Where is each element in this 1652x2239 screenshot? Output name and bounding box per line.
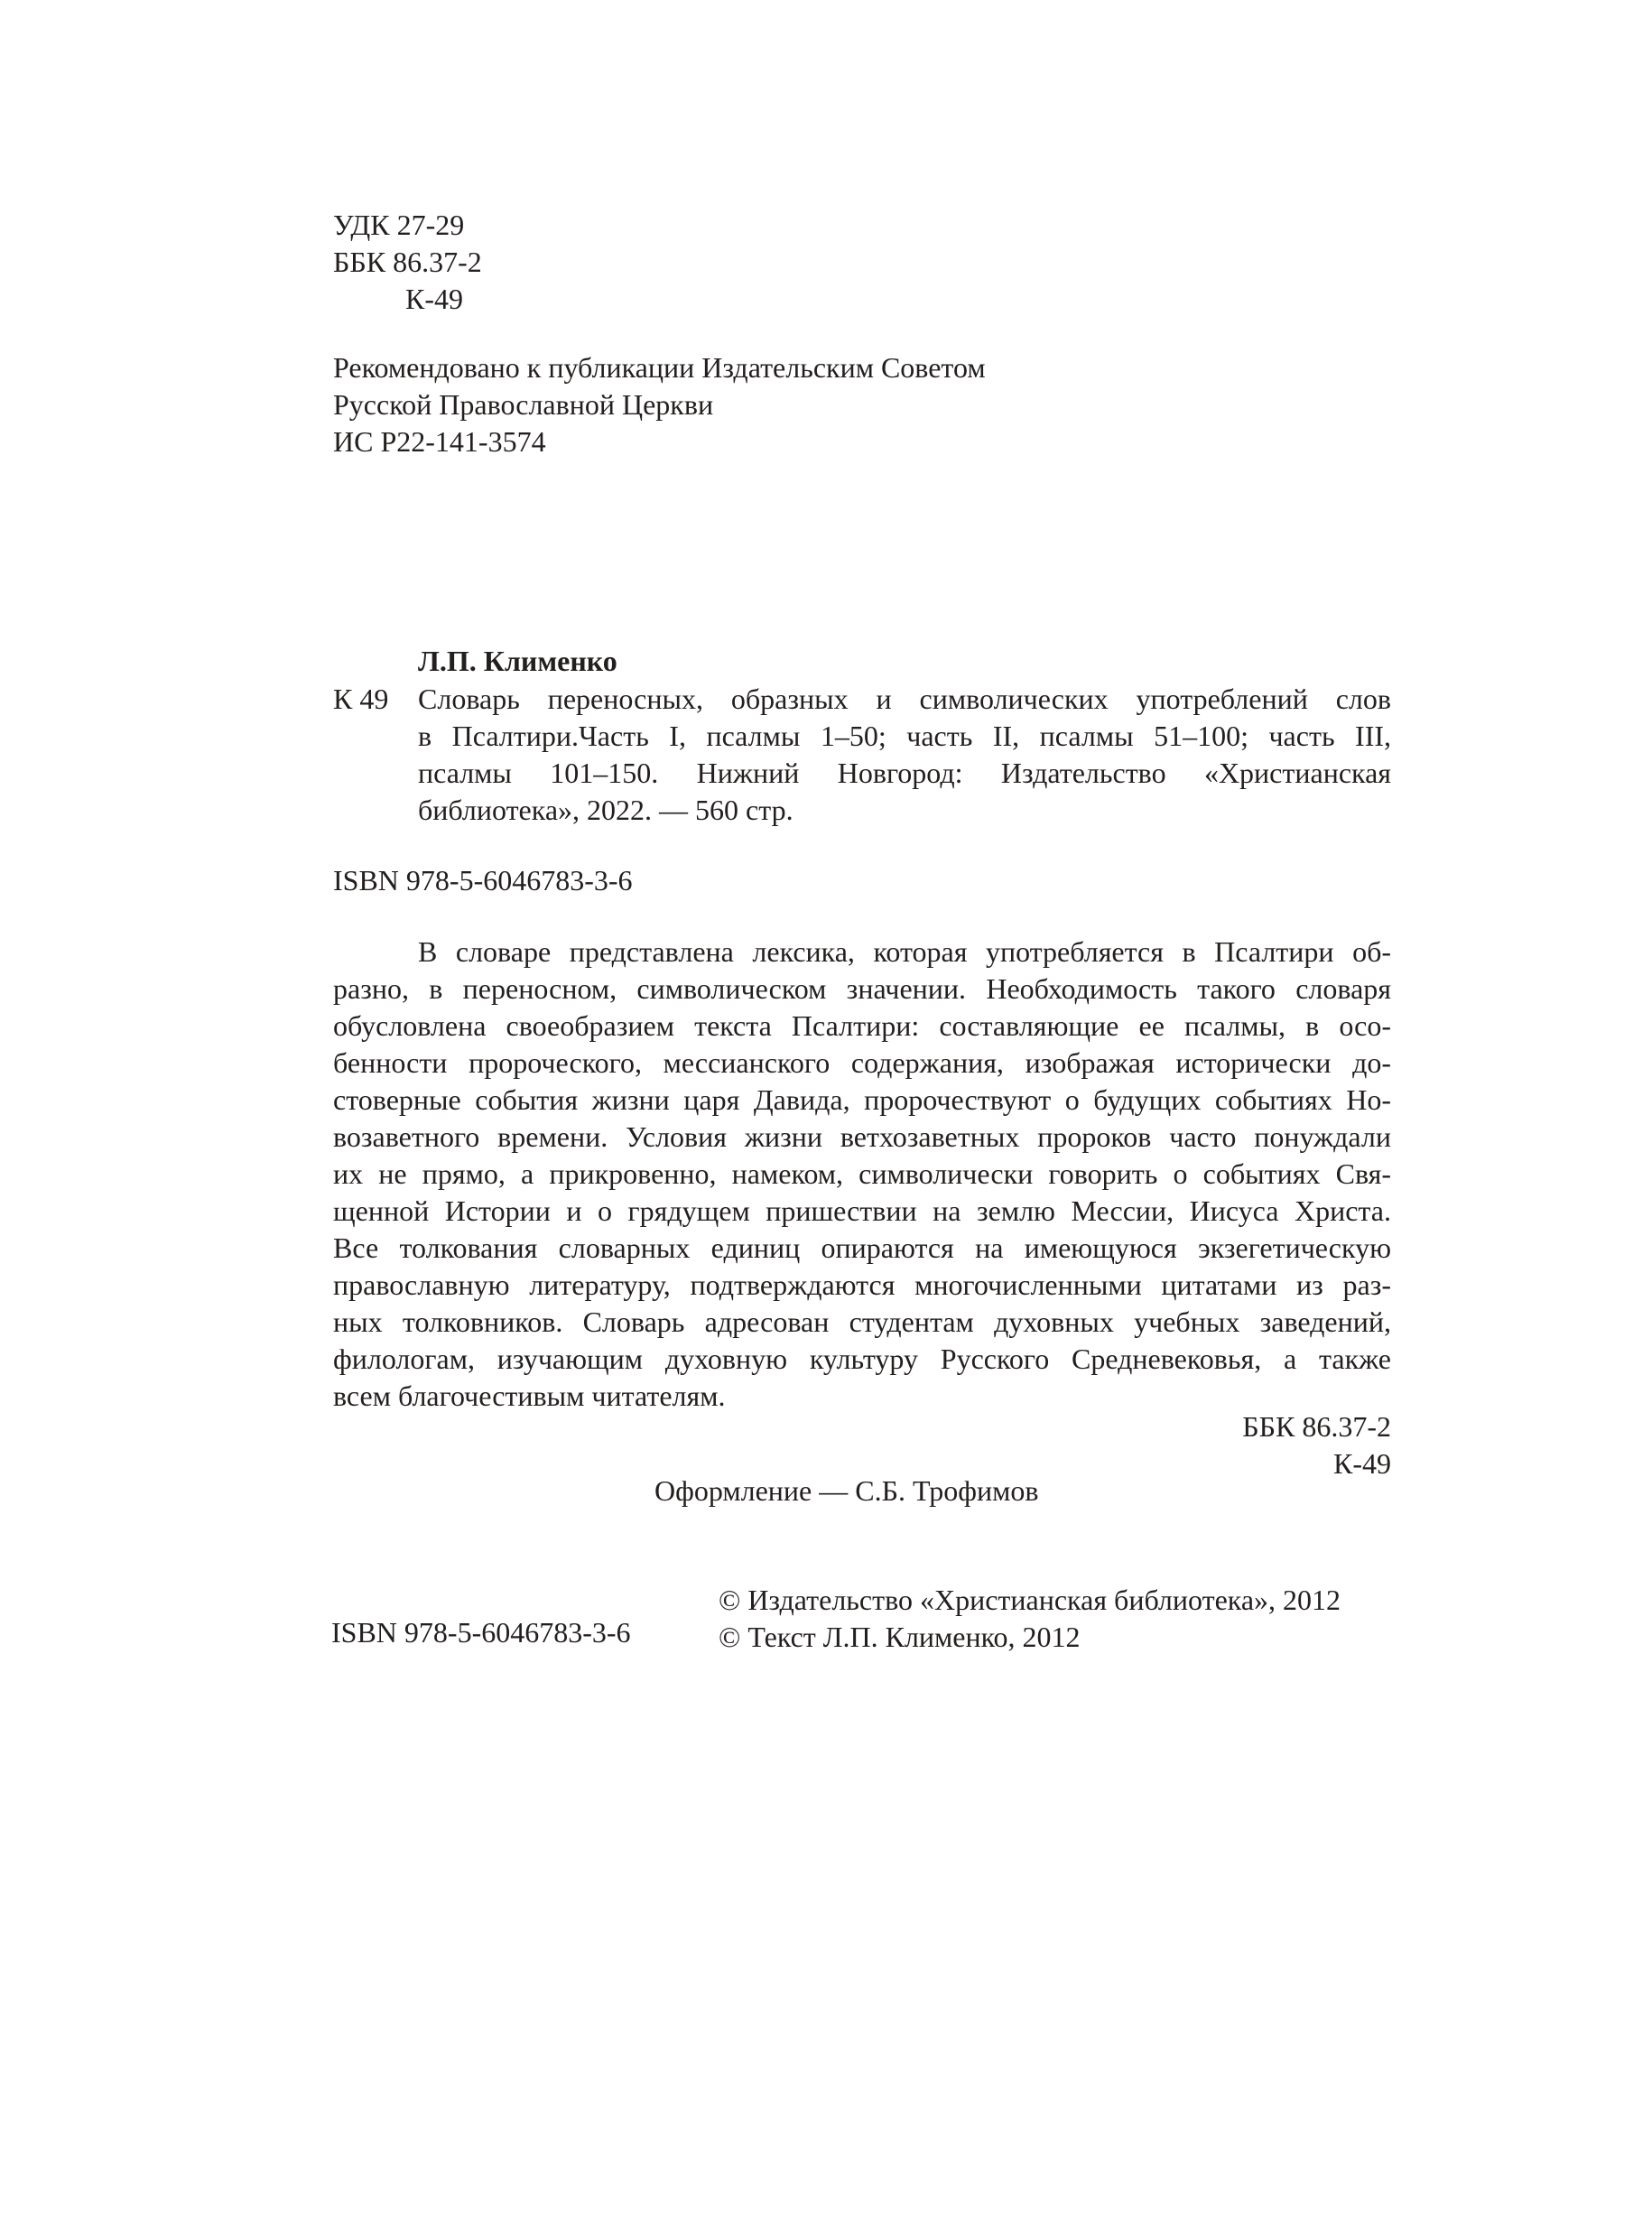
recommendation-line-1: Рекомендовано к публикации Издательским Советом <box>333 351 986 384</box>
bibliographic-line: Словарь переносных, образных и символических употреблений слов <box>418 683 1391 715</box>
book-author: Л.П. Клименко <box>418 645 617 677</box>
abstract-line: Все толкования словарных единиц опираются на имеющуюся экзегетическую <box>333 1231 1391 1264</box>
abstract-line: филологам, изучающим духовную культуру Русского Средневековья, а также <box>333 1342 1391 1375</box>
copyright-block <box>719 1582 1341 1656</box>
classification-codes-right <box>1242 1408 1391 1482</box>
abstract-line: всем благочестивым читателям. <box>333 1380 726 1412</box>
abstract-line: бенности пророческого, мессианского содержания, изображая исторически до- <box>333 1046 1391 1079</box>
copyright-text: © Текст Л.П. Клименко, 2012 <box>719 1621 1081 1653</box>
abstract-line: возаветного времени. Условия жизни ветхозаветных пророков часто понуждали <box>333 1120 1391 1153</box>
bibliographic-line: в Псалтири.Часть I, псалмы 1–50; часть II, псалмы 51–100; часть III, <box>418 720 1391 752</box>
bibliographic-line: псалмы 101–150. Нижний Новгород: Издательство «Христианская <box>418 757 1391 789</box>
author-mark: К-49 <box>405 283 463 315</box>
abstract-line: разно, в переносном, символическом значении. Необходимость такого словаря <box>333 972 1391 1005</box>
abstract-line: их не прямо, а прикровенно, намеком, символически говорить о событиях Свя- <box>333 1157 1391 1190</box>
author-mark-right: К-49 <box>1333 1447 1391 1480</box>
recommendation-block <box>333 349 986 460</box>
bibliographic-code: К 49 <box>333 683 389 715</box>
recommendation-line-2: Русской Православной Церкви <box>333 388 714 421</box>
bibliographic-description <box>418 681 1391 829</box>
abstract-line: ных толковников. Словарь адресован студентам духовных учебных заведений, <box>333 1305 1391 1338</box>
abstract-line: обусловлена своеобразием текста Псалтири: составляющие ее псалмы, в осо- <box>333 1009 1391 1042</box>
bbk-code: ББК 86.37-2 <box>333 246 482 278</box>
bbk-code-right: ББК 86.37-2 <box>1242 1410 1391 1443</box>
copyright-publisher: © Издательство «Христианская библиотека», 2012 <box>719 1584 1341 1616</box>
recommendation-line-3: ИС Р22-141-3574 <box>333 425 546 458</box>
isbn-bottom: ISBN 978-5-6046783-3-6 <box>331 1616 631 1649</box>
abstract-line: В словаре представлена лексика, которая употребляется в Псалтири об- <box>418 935 1391 968</box>
isbn-top: ISBN 978-5-6046783-3-6 <box>333 864 633 897</box>
bibliographic-line: библиотека», 2022. — 560 стр. <box>418 794 794 826</box>
abstract-line: щенной Истории и о грядущем пришествии на землю Мессии, Иисуса Христа. <box>333 1194 1391 1227</box>
abstract-line: стоверные события жизни царя Давида, пророчествуют о будущих событиях Но- <box>333 1083 1391 1116</box>
abstract-line: православную литературу, подтверждаются многочисленными цитатами из раз- <box>333 1268 1391 1301</box>
abstract-paragraph <box>333 934 1391 1415</box>
classification-block <box>333 207 482 318</box>
design-credit: Оформление — С.Б. Трофимов <box>654 1474 1039 1507</box>
udk-code: УДК 27-29 <box>333 209 465 241</box>
